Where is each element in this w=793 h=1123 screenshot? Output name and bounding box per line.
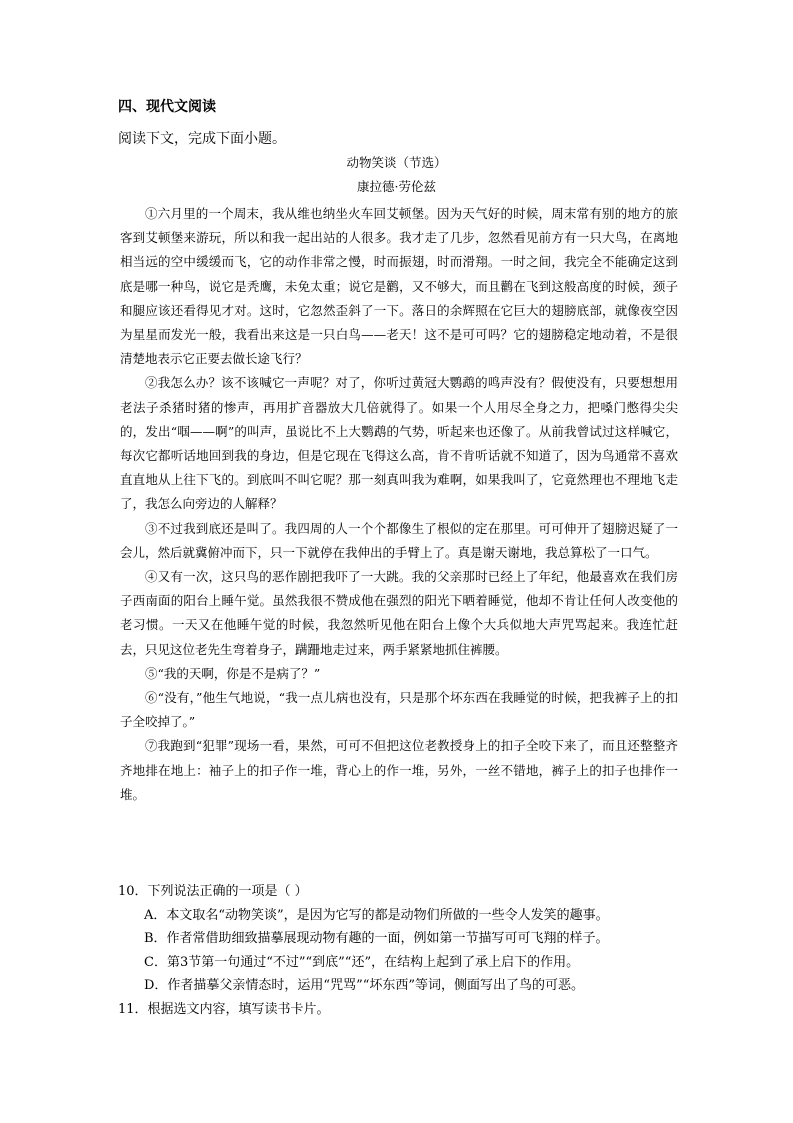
article-title: 动物笑谈（节选）	[346, 155, 447, 170]
question-10-stem: 10．下列说法正确的一项是（ ）	[118, 884, 308, 899]
paragraph-2: ②我怎么办？该不该喊它一声呢？对了，你听过黄冠大鹦鹉的鸣声没有？假使没有，只要想想用老法子杀猪时猪的惨声，再用扩音器放大几倍就得了。如果一个人用尽全身之力，把嗓门憋得尖尖的，发出“啯——啊”的叫声，虽说比不上大鹦鹉的气势，听起来也还像了。从前我曾试过这样喊它，每次它都听话地回到我的身边，但是它现在飞得这么高，肯不肯听话就不知道了，因为鸟通常不喜欢直直地从上往下飞的。到底叫不叫它呢？那一刻真叫我为难啊，如果我叫了，它竟然理也不理地飞走了，我怎么向旁边的人解释？	[120, 375, 678, 512]
article-body	[120, 202, 678, 807]
question-10-option-a: A．本文取名“动物笑谈”，是因为它写的都是动物们所做的一些令人发笑的趣事。	[144, 907, 609, 923]
question-10-option-b: B．作者常借助细致描摹展现动物有趣的一面，例如第一节描写可可飞翔的样子。	[144, 931, 609, 946]
question-10-option-d: D．作者描摹父亲情态时，运用“咒骂”“坏东西”等词，侧面写出了鸟的可恶。	[144, 978, 585, 993]
reading-instruction: 阅读下文，完成下面小题。	[118, 131, 286, 147]
question-10-option-c: C．第3节第一句通过“不过”“到底”“还”，在结构上起到了承上启下的作用。	[144, 954, 580, 970]
paragraph-1: ①六月里的一个周末，我从维也纳坐火车回艾顿堡。因为天气好的时候，周末常有别的地方的旅客到艾顿堡来游玩，所以和我一起出站的人很多。我才走了几步，忽然看见前方有一只大鸟，在离地相当远的空中缓缓而飞，它的动作非常之慢，时而振翅，时而滑翔。一时之间，我完全不能确定这到底是哪一种鸟，说它是秃鹰，未免太重；说它是鹳，又不够大，而且鹳在飞到这般高度的时候，颈子和腿应该还看得见才对。这时，它忽然歪斜了一下。落日的余辉照在它巨大的翅膀底部，就像夜空因为星星而发光一般，我看出来这是一只白鸟——老天！这不是可可吗？它的翅膀稳定地动着，不是很清楚地表示它正要去做长途飞行？	[120, 206, 678, 367]
paragraph-4: ④又有一次，这只鸟的恶作剧把我吓了一大跳。我的父亲那时已经上了年纪，他最喜欢在我们房子西南面的阳台上睡午觉。虽然我很不赞成他在强烈的阳光下晒着睡觉，他却不肯让任何人改变他的老习惯。一天又在他睡午觉的时候，我忽然听见他在阳台上像个大兵似地大声咒骂起来。我连忙赶去，只见这位老先生弯着身子，蹒跚地走过来，两手紧紧地抓住裤腰。	[120, 569, 678, 657]
paragraph-6: ⑥“没有，”他生气地说，“我一点儿病也没有，只是那个坏东西在我睡觉的时候，把我裤子上的扣子全咬掉了。”	[120, 690, 678, 730]
article-author: 康拉德·劳伦兹	[357, 179, 436, 194]
paragraph-3: ③不过我到底还是叫了。我四周的人一个个都像生了根似的定在那里。可可伸开了翅膀迟疑了一会儿，然后就冀俯冲而下，只一下就停在我伸出的手臂上了。真是谢天谢地，我总算松了一口气。	[120, 520, 678, 560]
section-heading: 四、现代文阅读	[118, 99, 216, 115]
questions-section	[118, 880, 693, 1021]
paragraph-5: ⑤“我的天啊，你是不是病了？”	[145, 665, 321, 681]
question-11-stem: 11．根据选文内容，填写读书卡片。	[118, 1001, 330, 1017]
paragraph-7: ⑦我跑到“犯罪”现场一看，果然，可可不但把这位老教授身上的扣子全咬下来了，而且还整整齐齐地排在地上：袖子上的扣子作一堆，背心上的作一堆，另外，一丝不错地，裤子上的扣子也排作一堆。	[120, 738, 678, 802]
